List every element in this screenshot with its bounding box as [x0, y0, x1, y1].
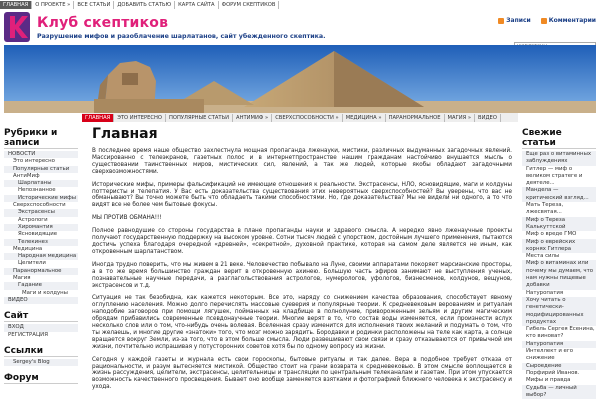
category-nav	[82, 113, 518, 122]
category-nav-item[interactable]: МЕДИЦИНА »	[343, 114, 386, 122]
sidebar-site-link[interactable]: РЕГИСТРАЦИЯ	[8, 331, 48, 338]
top-nav-item[interactable]: КАРТА САЙТА	[175, 1, 219, 9]
sidebar-rubric-link[interactable]: Гадание	[4, 282, 78, 289]
category-nav-item[interactable]: ЭТО ИНТЕРЕСНО	[114, 114, 166, 122]
sidebar-rubric-link[interactable]: Исторические мифы	[4, 195, 78, 202]
article-paragraph: МЫ ПРОТИВ ОБМАНА!!!	[92, 215, 162, 222]
sidebar-rubric-link[interactable]: Паранормальное	[4, 268, 78, 275]
recent-post-link[interactable]: Миф о вреде ГМО	[526, 231, 577, 238]
recent-post-link[interactable]: Гибель Сергея Есенина, кто виноват?	[526, 326, 595, 340]
recent-post-link[interactable]: Судьба — личный выбор?	[522, 385, 596, 400]
sidebar-rubric-link[interactable]: АнтиМиф	[13, 172, 40, 179]
comments-rss-link[interactable]: Комментарии	[541, 17, 596, 24]
site-heading: Сайт	[4, 311, 78, 322]
sidebar-rubric-link[interactable]: Непознанное	[18, 187, 56, 194]
forum-heading: Форум	[4, 373, 78, 384]
top-nav-item[interactable]: О ПРОЕКТЕ »	[32, 1, 74, 9]
article-paragraph: В последнее время наше общество захлестнула мощная пропаганда лженауки, мистики, различных выдуманных загадочных явлений. Массированно с телеэкранов, газетных полос и в интернетпространстве нашим гражданам настойчиво внушается мысль о существовании таинственных миров, мистических сил, явлений, а так же людей, которые якобы обладают загадочными сверхвозможностями.	[92, 148, 512, 175]
article-text	[84, 148, 516, 391]
category-nav-item[interactable]: СВЕРХСПОСОБНОСТИ »	[272, 114, 343, 122]
header	[0, 9, 600, 45]
sidebar-site-link[interactable]: ВХОД	[4, 324, 78, 331]
category-nav-item[interactable]: ПОПУЛЯРНЫЕ СТАТЬИ	[166, 114, 233, 122]
recent-post-link[interactable]: Интеллект и его снижение	[526, 348, 573, 362]
recent-post-link[interactable]: Еще раз о витаминных заблуждениях	[522, 151, 596, 166]
article-paragraph: Иногда трудно поверить, что мы живем в 21 веке. Человечество побывало на Луне, своими аппаратами покоряет марсианские просторы, а в то же время большинство граждан верит в откровенную ахинею. Большую часть эфиров занимают не выступления ученых, познавательные научные передачи, а разглагольствования астрологов, нумерологов, уфологов, бизнесменов, колдунов, вещунов, экстрасенсов и т.д.	[92, 261, 512, 289]
rss-icon	[541, 18, 547, 24]
links-heading: Ссылки	[4, 346, 78, 357]
recent-post-link[interactable]: Натуропатия	[526, 289, 564, 296]
recent-posts-list	[522, 151, 596, 399]
article-paragraph: Исторические мифы, примеры фальсификаций не имеющие отношения к реальности. Экстрасенсы, НЛО, ясновидящие, маги и колдуны поттеристы и телепатия. У Вас есть доказательства существования этих невероятных сверхспособностей? Вы уверены, что вас не обманывают? Вы точно можете быть что обладаеть такими способностями. Но, где доказательства? Мы не видели ни одного, а то что видят все не более чем бытовые фокусы.	[92, 181, 512, 209]
category-nav-item[interactable]: ГЛАВНАЯ	[82, 114, 114, 122]
top-nav-item[interactable]: ВСЕ СТАТЬИ	[74, 1, 114, 9]
rss-icon	[498, 18, 504, 24]
sidebar-rubric-link[interactable]: Медицина	[13, 245, 43, 252]
recent-post-link[interactable]: Гитлер — миф о великом стратеге и деятеле...	[526, 165, 583, 187]
top-nav-item[interactable]: ФОРУМ СКЕПТИКОВ	[219, 1, 280, 9]
recent-post-link[interactable]: Натуропатия	[522, 341, 596, 348]
top-nav-item[interactable]: ДОБАВИТЬ СТАТЬЮ	[114, 1, 175, 9]
recent-post-link[interactable]: Хочу читать о генетически-модифицированных продуктах	[522, 297, 596, 326]
sidebar-rubric-link[interactable]: Маги и колдуны	[22, 289, 68, 296]
top-nav	[0, 0, 600, 9]
recent-post-link[interactable]: Миф о Тереза Калькуттской	[522, 217, 596, 232]
article-paragraph: Сегодня у каждой газеты и журнала есть свои гороскопы, бытовые ритуалы и так далее. Вера в подобное требует отказа от рациональности, и разум вытесняется мистикой. Общество стоит на грани возврата к средневековью. В этом смысле воплощается в жизнь рассуждения, целители, экстрасенсы, целительницы и трансляции по центральным телеканалам и газетам. При этом упускается возможность качественного просвещения. Бывает оно вообще заменяется взятками и фотографией ближнего человека к экстрасенсу и ухода.	[92, 356, 512, 391]
category-nav-item[interactable]: АНТИМИФ »	[233, 114, 272, 122]
sidebar-rubric-link[interactable]: Магия	[13, 275, 31, 282]
site-logo-icon[interactable]	[4, 12, 30, 42]
article-paragraph: Полное равнодушие со стороны государства в плане пропаганды науки и здравого смысла. А нередко явно лженаучные проекты получают государственную поддержку на высоком уровне. Сотни тысяч людей с упорством, достойным лучшего применения, пытаются достичь успеха благодаря очередной «древней», «секретной», духовной практике, которая на самом деле является не иным, как откровенным шарлатанством.	[92, 228, 512, 255]
header-links	[498, 17, 596, 24]
recent-post-link[interactable]: Сыроедение	[522, 363, 596, 370]
site-links-list	[4, 324, 78, 339]
sidebar-rubric-link[interactable]: Экстрасенсы	[4, 209, 78, 216]
sidebar-rubric-link[interactable]: Это интересно	[13, 158, 55, 165]
sidebar-rubric-link[interactable]: Сверхспособности	[13, 202, 66, 209]
recent-post-link[interactable]: Мандела — критический взгляд...	[522, 187, 596, 202]
page-title: Главная	[92, 126, 158, 142]
external-links-list	[4, 359, 78, 366]
right-sidebar	[522, 128, 596, 399]
top-nav-item[interactable]: ГЛАВНАЯ	[0, 1, 32, 9]
entries-rss-link[interactable]: Записи	[498, 17, 530, 24]
sidebar-external-link[interactable]: Sergey's Blog	[4, 359, 78, 366]
left-sidebar	[4, 128, 78, 386]
sidebar-rubric-link[interactable]: Шарлатаны	[4, 180, 78, 187]
main-content	[84, 124, 516, 400]
sidebar-rubric-link[interactable]: НОВОСТИ	[4, 151, 78, 158]
rubrics-heading: Рубрики и записи	[4, 128, 78, 149]
rubrics-list	[4, 151, 78, 304]
recent-post-link[interactable]: Миф о витаминах или почему мы думаем, что нам нужны пищевые добавки	[522, 260, 596, 289]
recent-post-link[interactable]: Миф о еврейских корнях Гитлера	[522, 239, 596, 254]
article-paragraph: Ситуация не так безобидна, как кажется некоторым. Все это, наряду со снижением качества образования, способствует явному оглуплению населения. Можно долго перечислять массовые суеверия и популярные теории. К средневековым верованиям и ритуалам наподобие заговоров при помощи лягушек, пойманных на кладбище в полнолуние, привороженным зельям и другим магическим обрядам прибавились современные псевдонаучные теории. Многие верят в то, что состав воды изменяется, если произнести вслух несколько слов или о том, что-нибудь очень волевая. Вселенная сразу изменится для исполнения твоих желаний и подумать о том, что ты желаешь, и многие другие «знатоки» того, что мозг можно зарядить. Бородавки и родинки расположены на теле как карта, а солнце вращается вокруг Земли, из-за того, что в этом больше смысла. Люди развешивают свои связи и сразу отказываются от привычной им жизни, почтительно испрашивая у потусторонних советов хотя бы по одному вопросу из жизни.	[92, 295, 512, 350]
recent-post-link[interactable]: Порфирий Иванов. Мифы и правда	[526, 369, 580, 384]
sidebar-rubric-link[interactable]: Астрологи	[18, 216, 48, 223]
header-banner-image	[4, 45, 596, 113]
category-nav-item[interactable]: МАГИЯ »	[445, 114, 476, 122]
sidebar-rubric-link[interactable]: Целители	[18, 260, 46, 267]
sidebar-rubric-link[interactable]: Хиромантия	[4, 224, 78, 231]
sidebar-rubric-link[interactable]: Ясновидящие	[18, 231, 58, 238]
category-nav-item[interactable]: ПАРАНОРМАЛЬНОЕ	[386, 114, 445, 122]
sidebar-rubric-link[interactable]: Народная медицина	[4, 253, 78, 260]
site-title[interactable]: Клуб скептиков	[37, 15, 169, 31]
sidebar-rubric-link[interactable]: ВИДЕО	[4, 297, 78, 304]
category-nav-item[interactable]: ВИДЕО	[475, 114, 501, 122]
sidebar-rubric-link[interactable]: Популярные статьи	[4, 166, 78, 173]
sidebar-rubric-link[interactable]: Телекинез	[4, 239, 78, 246]
recent-posts-heading: Свежие статьи	[522, 128, 596, 149]
recent-post-link[interactable]: Мать Тереза, лжесвятая...	[526, 202, 564, 216]
site-tagline: Разрушение мифов и разоблачение шарлатанов, сайт убежденного скептика.	[37, 33, 326, 40]
recent-post-link[interactable]: Места силы	[526, 253, 560, 260]
